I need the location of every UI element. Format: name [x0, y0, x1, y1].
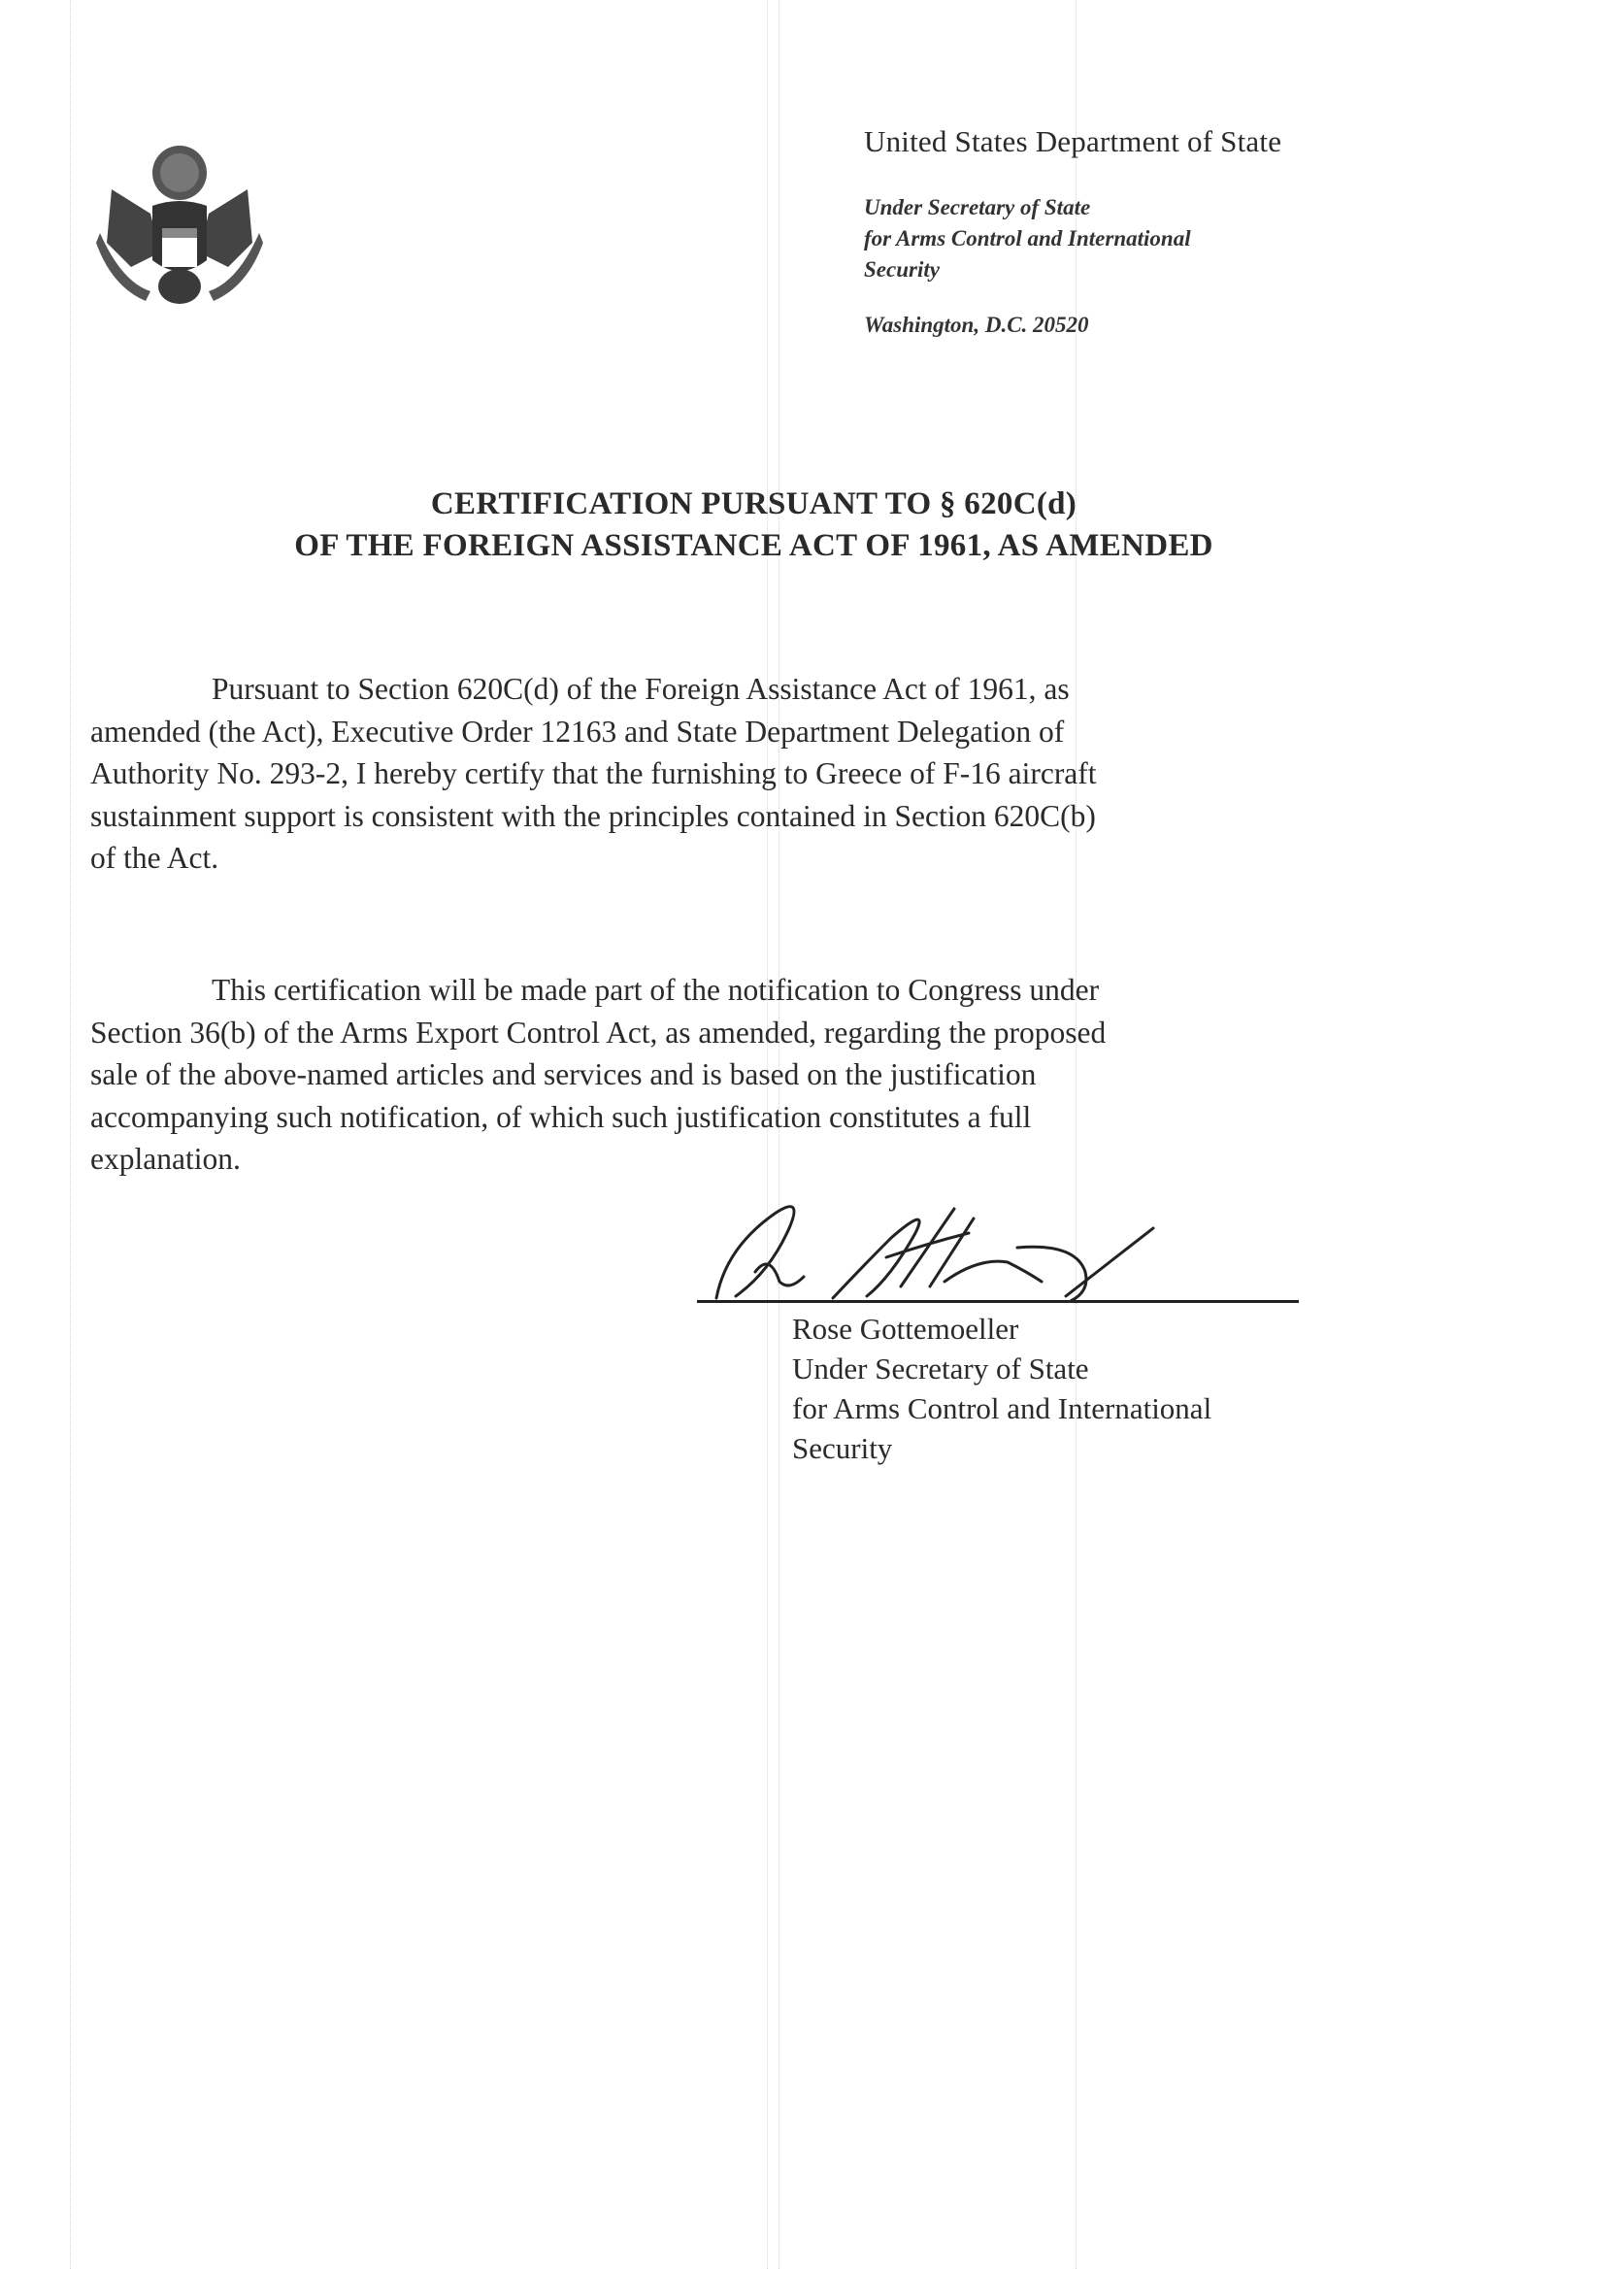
office-line: for Arms Control and International — [864, 226, 1191, 250]
scan-artifact-line — [70, 0, 71, 2269]
signature-line — [697, 1300, 1299, 1303]
great-seal-icon — [92, 136, 267, 311]
paragraph-line: explanation. — [90, 1142, 241, 1176]
signer-name: Rose Gottemoeller — [792, 1312, 1019, 1346]
title-line: CERTIFICATION PURSUANT TO § 620C(d) — [430, 486, 1077, 521]
paragraph-line: sustainment support is consistent with the principles contained in Section 620C(b) — [90, 798, 1096, 833]
signature-block — [697, 1189, 1299, 1311]
address: Washington, D.C. 20520 — [864, 313, 1089, 337]
handwritten-signature-icon — [697, 1189, 1299, 1306]
paragraph-line: Authority No. 293-2, I hereby certify that the furnishing to Greece of F-16 aircraft — [90, 756, 1097, 790]
paragraph-line: of the Act. — [90, 841, 219, 875]
signer-title-line: Security — [792, 1431, 893, 1465]
paragraph-notification — [90, 969, 1449, 1181]
document-title — [0, 484, 1624, 567]
title-line: OF THE FOREIGN ASSISTANCE ACT OF 1961, AS AMENDED — [294, 528, 1213, 563]
letterhead — [864, 124, 1281, 338]
paragraph-certification — [90, 668, 1449, 880]
office-line: Under Secretary of State — [864, 195, 1091, 219]
paragraph-line: amended (the Act), Executive Order 12163 and State Department Delegation of — [90, 714, 1065, 749]
office-line: Security — [864, 257, 940, 282]
signer-title-line: for Arms Control and International — [792, 1391, 1212, 1425]
paragraph-line: This certification will be made part of the notification to Congress under — [212, 973, 1100, 1007]
signer-title-line: Under Secretary of State — [792, 1351, 1089, 1385]
department-name: United States Department of State — [864, 124, 1282, 158]
paragraph-line: accompanying such notification, of which such justification constitutes a full — [90, 1099, 1032, 1134]
paragraph-line: Pursuant to Section 620C(d) of the Foreign Assistance Act of 1961, as — [212, 672, 1070, 706]
paragraph-line: Section 36(b) of the Arms Export Control Act, as amended, regarding the proposed — [90, 1015, 1107, 1050]
paragraph-line: sale of the above-named articles and services and is based on the justification — [90, 1057, 1037, 1091]
signer-info — [792, 1309, 1211, 1468]
